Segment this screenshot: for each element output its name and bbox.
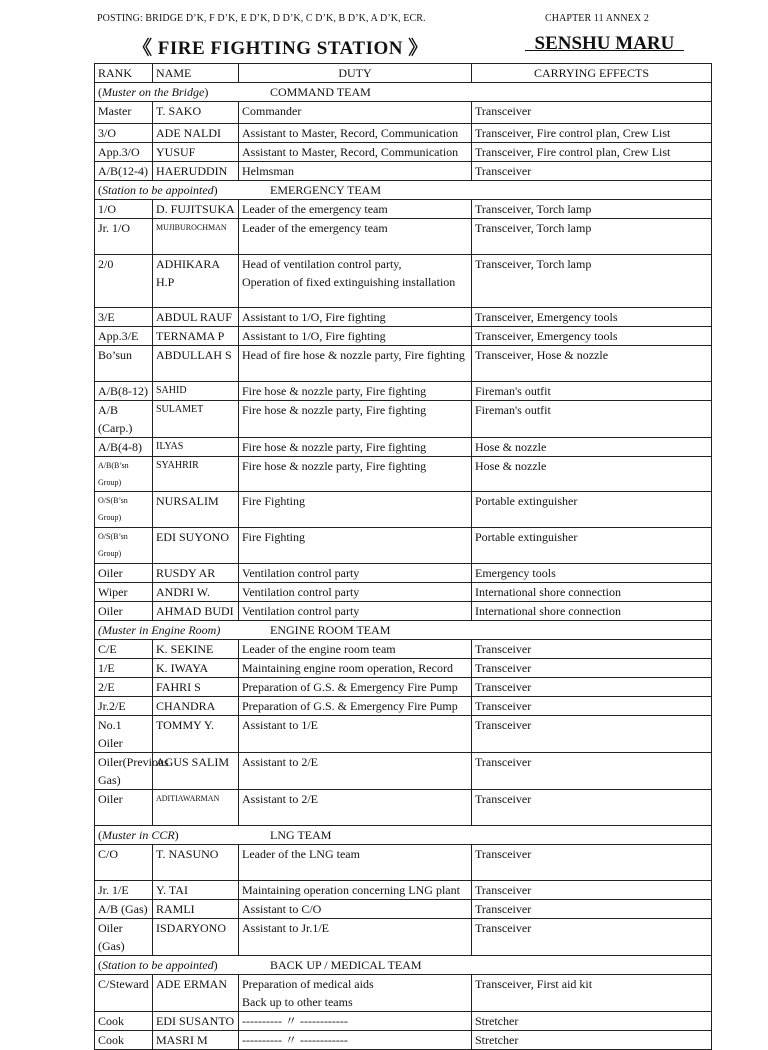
table-row	[95, 102, 712, 124]
effects-cell: Transceiver	[472, 716, 712, 753]
name-cell: ILYAS	[153, 438, 239, 457]
effects-cell: Fireman's outfit	[472, 382, 712, 401]
rank-cell: Wiper	[95, 583, 153, 602]
section-header	[95, 956, 712, 975]
rank-cell: Oiler (Gas)	[95, 919, 153, 956]
table-row	[95, 678, 712, 697]
rank-cell: A/B(B’sn Group)	[95, 457, 153, 492]
duty-cell: Preparation of G.S. & Emergency Fire Pump	[239, 697, 472, 716]
effects-cell: Transceiver	[472, 697, 712, 716]
effects-cell: Fireman's outfit	[472, 401, 712, 438]
rank-cell: A/B(12-4)	[95, 162, 153, 181]
rank-cell: Jr. 1/O	[95, 219, 153, 255]
duty-cell: Helmsman	[239, 162, 472, 181]
table-row	[95, 528, 712, 564]
duty-cell: Head of ventilation control party, Operation of fixed extinguishing installation	[239, 255, 472, 308]
effects-cell: Stretcher	[472, 1012, 712, 1031]
ship-name: SENSHU MARU	[525, 33, 684, 54]
name-cell: NURSALIM	[153, 492, 239, 528]
name-cell: CHANDRA	[153, 697, 239, 716]
fire-station-roster-table	[94, 63, 712, 1050]
rank-cell: A/B(8-12)	[95, 382, 153, 401]
table-row	[95, 124, 712, 143]
table-row	[95, 975, 712, 1012]
table-row	[95, 200, 712, 219]
duty-cell: Assistant to 1/E	[239, 716, 472, 753]
duty-cell: Fire Fighting	[239, 528, 472, 564]
effects-cell: Transceiver	[472, 900, 712, 919]
table-row	[95, 382, 712, 401]
duty-cell: Ventilation control party	[239, 564, 472, 583]
rank-cell: Cook	[95, 1012, 153, 1031]
duty-cell: Assistant to Jr.1/E	[239, 919, 472, 956]
name-cell: ADHIKARA H.P	[153, 255, 239, 308]
name-cell: D. FUJITSUKA	[153, 200, 239, 219]
team-name: EMERGENCY TEAM	[270, 183, 381, 197]
rank-cell: Oiler	[95, 602, 153, 621]
name-cell: RUSDY AR	[153, 564, 239, 583]
effects-cell: Transceiver	[472, 102, 712, 124]
duty-cell: Ventilation control party	[239, 602, 472, 621]
rank-cell: 3/E	[95, 308, 153, 327]
rank-cell: 2/0	[95, 255, 153, 308]
effects-cell: International shore connection	[472, 583, 712, 602]
table-row	[95, 790, 712, 826]
rank-cell: A/B (Gas)	[95, 900, 153, 919]
rank-cell: 2/E	[95, 678, 153, 697]
table-row	[95, 1031, 712, 1050]
table-row	[95, 564, 712, 583]
rank-cell: Cook	[95, 1031, 153, 1050]
section-header	[95, 83, 712, 102]
name-cell: MUJIBUROCHMAN	[153, 219, 239, 255]
effects-cell: Hose & nozzle	[472, 438, 712, 457]
effects-cell: Stretcher	[472, 1031, 712, 1050]
name-cell: T. NASUNO	[153, 845, 239, 881]
effects-cell: Transceiver, Fire control plan, Crew List	[472, 124, 712, 143]
duty-cell: Maintaining engine room operation, Record	[239, 659, 472, 678]
name-cell: ABDULLAH S	[153, 346, 239, 382]
table-row	[95, 845, 712, 881]
name-cell: SAHID	[153, 382, 239, 401]
rank-cell: Oiler	[95, 564, 153, 583]
rank-cell: C/Steward	[95, 975, 153, 1012]
rank-cell: 1/O	[95, 200, 153, 219]
column-header-effects: CARRYING EFFECTS	[472, 64, 712, 83]
table-row	[95, 327, 712, 346]
name-cell: FAHRI S	[153, 678, 239, 697]
duty-cell: Fire Fighting	[239, 492, 472, 528]
table-row	[95, 659, 712, 678]
effects-cell: Transceiver	[472, 640, 712, 659]
rank-cell: 1/E	[95, 659, 153, 678]
duty-cell: Commander	[239, 102, 472, 124]
effects-cell: Transceiver, Hose & nozzle	[472, 346, 712, 382]
chapter-reference: CHAPTER 11 ANNEX 2	[545, 13, 649, 24]
duty-cell: Leader of the engine room team	[239, 640, 472, 659]
effects-cell: International shore connection	[472, 602, 712, 621]
rank-cell: A/B(4-8)	[95, 438, 153, 457]
duty-cell: Assistant to C/O	[239, 900, 472, 919]
name-cell: K. IWAYA	[153, 659, 239, 678]
duty-cell: Fire hose & nozzle party, Fire fighting	[239, 382, 472, 401]
table-row	[95, 492, 712, 528]
name-cell: SYAHRIR	[153, 457, 239, 492]
rank-cell: Jr. 1/E	[95, 881, 153, 900]
rank-cell: 3/O	[95, 124, 153, 143]
section-header	[95, 826, 712, 845]
name-cell: AHMAD BUDI	[153, 602, 239, 621]
duty-cell: Assistant to Master, Record, Communication	[239, 143, 472, 162]
effects-cell: Transceiver	[472, 881, 712, 900]
table-row	[95, 219, 712, 255]
effects-cell: Transceiver, First aid kit	[472, 975, 712, 1012]
rank-cell: C/E	[95, 640, 153, 659]
duty-cell: Assistant to 2/E	[239, 790, 472, 826]
effects-cell: Transceiver	[472, 753, 712, 790]
name-cell: MASRI M	[153, 1031, 239, 1050]
name-cell: EDI SUYONO	[153, 528, 239, 564]
duty-cell: ---------- 〃 ------------	[239, 1012, 472, 1031]
document-header	[97, 13, 657, 27]
table-row	[95, 697, 712, 716]
name-cell: ADE NALDI	[153, 124, 239, 143]
section-header-row	[95, 826, 712, 845]
team-name: COMMAND TEAM	[270, 85, 371, 99]
name-cell: RAMLI	[153, 900, 239, 919]
duty-cell: Leader of the emergency team	[239, 219, 472, 255]
muster-location: (Muster in CCR)	[98, 828, 179, 842]
table-row	[95, 457, 712, 492]
duty-cell: Assistant to 1/O, Fire fighting	[239, 308, 472, 327]
table-row	[95, 401, 712, 438]
name-cell: ADITIAWARMAN	[153, 790, 239, 826]
table-row	[95, 255, 712, 308]
rank-cell: Oiler	[95, 790, 153, 826]
name-cell: YUSUF	[153, 143, 239, 162]
section-header-row	[95, 181, 712, 200]
table-row	[95, 438, 712, 457]
rank-cell: App.3/E	[95, 327, 153, 346]
table-row	[95, 753, 712, 790]
name-cell: T. SAKO	[153, 102, 239, 124]
duty-cell: Preparation of G.S. & Emergency Fire Pump	[239, 678, 472, 697]
muster-location: (Muster in Engine Room)	[98, 623, 221, 637]
posting-line: POSTING: BRIDGE D’K, F D’K, E D’K, D D’K, C D’K, B D’K, A D’K, ECR.	[97, 13, 426, 24]
name-cell: ADE ERMAN	[153, 975, 239, 1012]
table-row	[95, 162, 712, 181]
duty-cell: Assistant to Master, Record, Communication	[239, 124, 472, 143]
name-cell: SULAMET	[153, 401, 239, 438]
name-cell: EDI SUSANTO	[153, 1012, 239, 1031]
duty-cell: Fire hose & nozzle party, Fire fighting	[239, 457, 472, 492]
muster-location: (Station to be appointed)	[98, 183, 218, 197]
effects-cell: Transceiver, Torch lamp	[472, 255, 712, 308]
effects-cell: Portable extinguisher	[472, 492, 712, 528]
effects-cell: Transceiver, Torch lamp	[472, 200, 712, 219]
name-cell: TERNAMA P	[153, 327, 239, 346]
column-header-rank: RANK	[95, 64, 153, 83]
rank-cell: O/S(B’sn Group)	[95, 492, 153, 528]
duty-cell: Ventilation control party	[239, 583, 472, 602]
effects-cell: Portable extinguisher	[472, 528, 712, 564]
table-row	[95, 602, 712, 621]
section-header	[95, 621, 712, 640]
rank-cell: C/O	[95, 845, 153, 881]
duty-cell: Fire hose & nozzle party, Fire fighting	[239, 438, 472, 457]
rank-cell: A/B (Carp.)	[95, 401, 153, 438]
rank-cell: No.1 Oiler	[95, 716, 153, 753]
name-cell: K. SEKINE	[153, 640, 239, 659]
table-row	[95, 716, 712, 753]
name-cell: ABDUL RAUF	[153, 308, 239, 327]
duty-cell: Leader of the emergency team	[239, 200, 472, 219]
effects-cell: Transceiver	[472, 678, 712, 697]
effects-cell: Emergency tools	[472, 564, 712, 583]
name-cell: AGUS SALIM	[153, 753, 239, 790]
duty-cell: ---------- 〃 ------------	[239, 1031, 472, 1050]
team-name: LNG TEAM	[270, 828, 332, 842]
table-row	[95, 1012, 712, 1031]
table-row	[95, 881, 712, 900]
section-header	[95, 181, 712, 200]
rank-cell: Bo’sun	[95, 346, 153, 382]
name-cell: HAERUDDIN	[153, 162, 239, 181]
section-header-row	[95, 621, 712, 640]
team-name: BACK UP / MEDICAL TEAM	[270, 958, 422, 972]
effects-cell: Transceiver, Torch lamp	[472, 219, 712, 255]
table-header-row	[95, 64, 712, 83]
rank-cell: Jr.2/E	[95, 697, 153, 716]
muster-location: (Muster on the Bridge)	[98, 85, 209, 99]
effects-cell: Transceiver	[472, 845, 712, 881]
duty-cell: Assistant to 1/O, Fire fighting	[239, 327, 472, 346]
effects-cell: Transceiver	[472, 919, 712, 956]
column-header-duty: DUTY	[239, 64, 472, 83]
table-row	[95, 900, 712, 919]
duty-cell: Fire hose & nozzle party, Fire fighting	[239, 401, 472, 438]
duty-cell: Leader of the LNG team	[239, 845, 472, 881]
effects-cell: Transceiver, Emergency tools	[472, 308, 712, 327]
table-row	[95, 346, 712, 382]
duty-cell: Preparation of medical aids Back up to other teams	[239, 975, 472, 1012]
effects-cell: Transceiver	[472, 659, 712, 678]
name-cell: ISDARYONO	[153, 919, 239, 956]
section-header-row	[95, 956, 712, 975]
rank-cell: App.3/O	[95, 143, 153, 162]
page-title: 《 FIRE FIGHTING STATION 》	[133, 38, 428, 59]
duty-cell: Head of fire hose & nozzle party, Fire fighting	[239, 346, 472, 382]
table-row	[95, 308, 712, 327]
effects-cell: Hose & nozzle	[472, 457, 712, 492]
table-row	[95, 919, 712, 956]
rank-cell: O/S(B’sn Group)	[95, 528, 153, 564]
effects-cell: Transceiver	[472, 162, 712, 181]
team-name: ENGINE ROOM TEAM	[270, 623, 391, 637]
name-cell: TOMMY Y.	[153, 716, 239, 753]
muster-location: (Station to be appointed)	[98, 958, 218, 972]
effects-cell: Transceiver	[472, 790, 712, 826]
title-row	[97, 33, 711, 59]
table-row	[95, 583, 712, 602]
duty-cell: Maintaining operation concerning LNG plant	[239, 881, 472, 900]
effects-cell: Transceiver, Fire control plan, Crew List	[472, 143, 712, 162]
duty-cell: Assistant to 2/E	[239, 753, 472, 790]
name-cell: Y. TAI	[153, 881, 239, 900]
effects-cell: Transceiver, Emergency tools	[472, 327, 712, 346]
table-row	[95, 143, 712, 162]
table-row	[95, 640, 712, 659]
name-cell: ANDRI W.	[153, 583, 239, 602]
rank-cell: Oiler(Previous Gas)	[95, 753, 153, 790]
rank-cell: Master	[95, 102, 153, 124]
section-header-row	[95, 83, 712, 102]
column-header-name: NAME	[153, 64, 239, 83]
